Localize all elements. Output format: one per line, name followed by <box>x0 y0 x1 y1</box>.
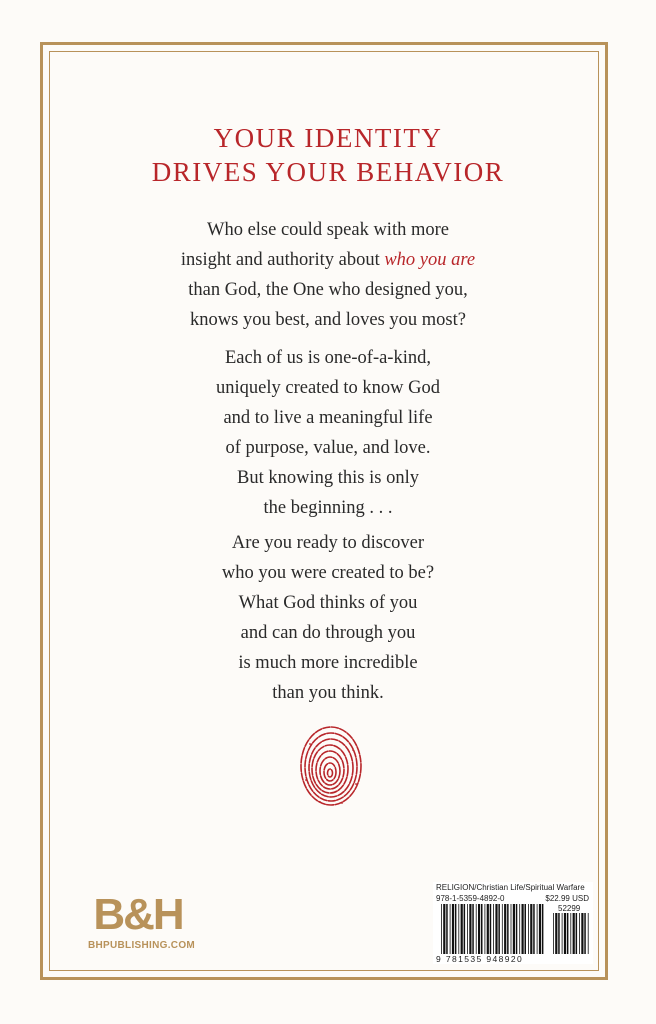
barcode-bar <box>441 904 442 954</box>
barcode-isbn: 978-1-5359-4892-0 <box>436 894 505 903</box>
publisher-logo <box>88 890 196 965</box>
thumbprint-icon <box>298 724 364 808</box>
barcode-bar <box>576 913 578 954</box>
barcode-bar <box>519 904 520 954</box>
barcode-price-code: 52299 <box>558 904 581 913</box>
headline-line-1: YOUR IDENTITY <box>213 123 443 153</box>
paragraph-3-line: and can do through you <box>240 623 416 643</box>
barcode-bar <box>495 904 497 954</box>
barcode-bar <box>579 913 580 954</box>
headline-line-2: DRIVES YOUR BEHAVIOR <box>151 157 505 187</box>
barcode-bar <box>481 904 483 954</box>
paragraph-3-line: What God thinks of you <box>238 593 418 613</box>
barcode-bar <box>446 904 448 954</box>
barcode-bar <box>493 904 494 954</box>
barcode-bar <box>525 904 527 954</box>
barcode-bar <box>516 904 518 954</box>
barcode-bar <box>558 913 560 954</box>
barcode-bar <box>467 904 468 954</box>
paragraph-2-line: of purpose, value, and love. <box>225 438 431 458</box>
barcode-bar <box>573 913 575 954</box>
paragraph-3-line: is much more incredible <box>238 653 418 673</box>
barcode-bar <box>455 904 457 954</box>
barcode-bar <box>567 913 569 954</box>
barcode-bar <box>502 904 503 954</box>
paragraph-3 <box>60 528 596 708</box>
paragraph-1-line-3: than God, the One who designed you, <box>188 280 468 300</box>
barcode-bar <box>498 904 500 954</box>
barcode-bar <box>490 904 492 954</box>
barcode-bar <box>450 904 451 954</box>
barcode-bar <box>537 904 538 954</box>
barcode-bar <box>553 913 554 954</box>
barcode-bar <box>443 904 445 954</box>
barcode-panel <box>433 882 593 964</box>
barcode-bar <box>461 904 463 954</box>
barcode-bar <box>513 904 515 954</box>
barcode-bar <box>485 904 486 954</box>
barcode-bar <box>504 904 506 954</box>
barcode-bar <box>522 904 524 954</box>
barcode-bar <box>487 904 489 954</box>
barcode-bar <box>539 904 541 954</box>
paragraph-2 <box>60 343 596 523</box>
paragraph-2-line: Each of us is one-of-a-kind, <box>224 348 431 368</box>
barcode-bar <box>478 904 480 954</box>
barcode-bar <box>464 904 466 954</box>
paragraph-1-line-1: Who else could speak with more <box>207 220 449 240</box>
bh-logo-mark: B&H <box>93 890 183 939</box>
barcode-bar <box>562 913 563 954</box>
barcode-bar <box>452 904 454 954</box>
price-barcode <box>553 913 589 954</box>
barcode-bar <box>507 904 509 954</box>
paragraph-2-line: and to live a meaningful life <box>223 408 433 428</box>
barcode-bar <box>542 904 544 954</box>
barcode-bar <box>588 913 589 954</box>
paragraph-2-line: the beginning . . . <box>263 498 393 518</box>
barcode-bar <box>530 904 532 954</box>
paragraph-1-line-2-text: insight and authority about <box>180 250 385 270</box>
barcode-bar <box>581 913 583 954</box>
emphasis-who-you-are: who you are <box>384 250 476 270</box>
publisher-url: BHPUBLISHING.COM <box>88 940 196 951</box>
barcode-bar <box>584 913 586 954</box>
barcode-category: RELIGION/Christian Life/Spiritual Warfare <box>436 883 585 892</box>
barcode-digits: 9 781535 948920 <box>436 954 524 964</box>
barcode-bar <box>458 904 459 954</box>
paragraph-3-line: Are you ready to discover <box>231 533 425 553</box>
paragraph-3-line: than you think. <box>272 683 384 703</box>
paragraph-1 <box>60 215 596 335</box>
paragraph-1-line-2 <box>60 245 596 275</box>
barcode-price: $22.99 USD <box>545 894 589 903</box>
barcode-bar <box>528 904 529 954</box>
barcode-bar <box>570 913 571 954</box>
paragraph-2-line: uniquely created to know God <box>216 378 440 398</box>
paragraph-3-line: who you were created to be? <box>221 563 435 583</box>
barcode-bar <box>472 904 474 954</box>
isbn-barcode <box>441 904 545 954</box>
barcode-bar <box>555 913 557 954</box>
barcode-bar <box>511 904 512 954</box>
barcode-bar <box>533 904 535 954</box>
paragraph-1-line-4: knows you best, and loves you most? <box>190 310 466 330</box>
barcode-bar <box>564 913 566 954</box>
paragraph-2-line: But knowing this is only <box>237 468 419 488</box>
barcode-bar <box>476 904 477 954</box>
barcode-bar <box>469 904 471 954</box>
